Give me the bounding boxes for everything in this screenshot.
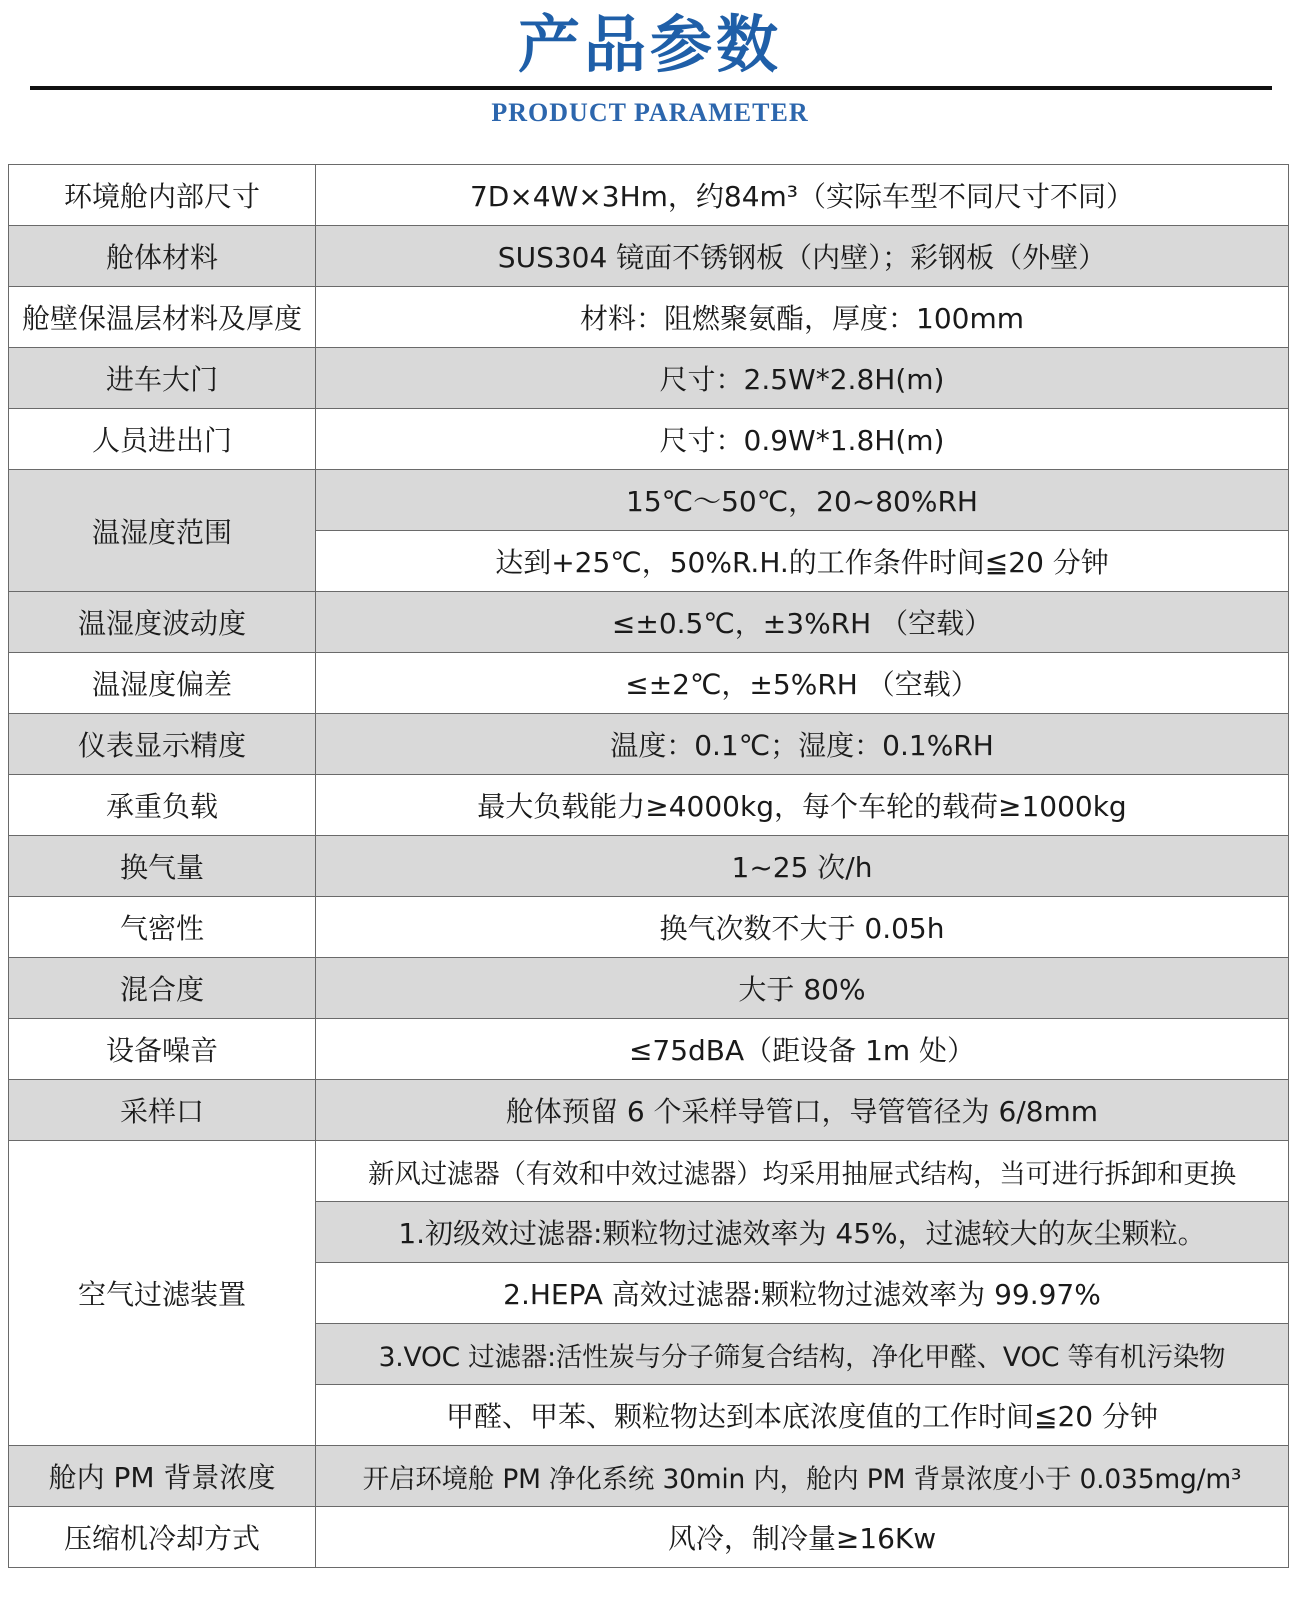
title-divider	[30, 86, 1272, 90]
param-label: 温湿度范围	[9, 470, 316, 592]
page-title: 产品参数	[517, 8, 782, 81]
table-row	[9, 348, 1289, 409]
param-label: 人员进出门	[9, 409, 316, 470]
param-label: 舱壁保温层材料及厚度	[9, 287, 316, 348]
param-value: 尺寸：0.9W*1.8H(m)	[316, 409, 1289, 470]
param-value: 开启环境舱 PM 净化系统 30min 内，舱内 PM 背景浓度小于 0.035mg/m³	[316, 1446, 1289, 1507]
param-value: SUS304 镜面不锈钢板（内壁）；彩钢板（外壁）	[316, 226, 1289, 287]
table-row	[9, 1446, 1289, 1507]
param-value: 温度：0.1℃；湿度：0.1%RH	[316, 714, 1289, 775]
table-row	[9, 409, 1289, 470]
table-row	[9, 1141, 1289, 1202]
page-subtitle: PRODUCT PARAMETER	[491, 98, 809, 127]
param-value: 舱体预留 6 个采样导管口，导管管径为 6/8mm	[316, 1080, 1289, 1141]
param-label: 压缩机冷却方式	[9, 1507, 316, 1568]
table-row	[9, 1080, 1289, 1141]
param-value: 达到+25℃，50%R.H.的工作条件时间≦20 分钟	[316, 531, 1289, 592]
param-label: 承重负载	[9, 775, 316, 836]
table-row	[9, 287, 1289, 348]
param-value: 最大负载能力≥4000kg，每个车轮的载荷≥1000kg	[316, 775, 1289, 836]
param-value: 新风过滤器（有效和中效过滤器）均采用抽屉式结构，当可进行拆卸和更换	[316, 1141, 1289, 1202]
table-row	[9, 714, 1289, 775]
param-label: 采样口	[9, 1080, 316, 1141]
param-label: 气密性	[9, 897, 316, 958]
parameter-table	[8, 164, 1289, 1568]
param-label: 温湿度偏差	[9, 653, 316, 714]
param-label: 空气过滤装置	[9, 1141, 316, 1446]
param-label: 舱体材料	[9, 226, 316, 287]
param-value: 1~25 次/h	[316, 836, 1289, 897]
table-row	[9, 1019, 1289, 1080]
table-row	[9, 897, 1289, 958]
param-value: 尺寸：2.5W*2.8H(m)	[316, 348, 1289, 409]
param-value: 2.HEPA 高效过滤器:颗粒物过滤效率为 99.97%	[316, 1263, 1289, 1324]
table-row	[9, 470, 1289, 531]
param-label: 环境舱内部尺寸	[9, 165, 316, 226]
param-value: 风冷，制冷量≥16Kw	[316, 1507, 1289, 1568]
param-value: 7D×4W×3Hm，约84m³（实际车型不同尺寸不同）	[316, 165, 1289, 226]
param-label: 设备噪音	[9, 1019, 316, 1080]
param-value: ≤±0.5℃，±3%RH （空载）	[316, 592, 1289, 653]
table-row	[9, 592, 1289, 653]
param-value: ≤±2℃，±5%RH （空载）	[316, 653, 1289, 714]
param-value: 3.VOC 过滤器:活性炭与分子筛复合结构，净化甲醛、VOC 等有机污染物	[316, 1324, 1289, 1385]
param-value: 15℃～50℃，20~80%RH	[316, 470, 1289, 531]
param-value: 材料：阻燃聚氨酯，厚度：100mm	[316, 287, 1289, 348]
table-row	[9, 775, 1289, 836]
param-label: 混合度	[9, 958, 316, 1019]
param-label: 换气量	[9, 836, 316, 897]
parameter-table-container	[8, 164, 1286, 1568]
param-label: 进车大门	[9, 348, 316, 409]
table-row	[9, 1507, 1289, 1568]
param-value: 大于 80%	[316, 958, 1289, 1019]
param-label: 舱内 PM 背景浓度	[9, 1446, 316, 1507]
param-label: 仪表显示精度	[9, 714, 316, 775]
table-row	[9, 653, 1289, 714]
param-value: 换气次数不大于 0.05h	[316, 897, 1289, 958]
table-row	[9, 226, 1289, 287]
param-label: 温湿度波动度	[9, 592, 316, 653]
table-row	[9, 165, 1289, 226]
param-value: 1.初级效过滤器:颗粒物过滤效率为 45%，过滤较大的灰尘颗粒。	[316, 1202, 1289, 1263]
table-row	[9, 836, 1289, 897]
table-row	[9, 958, 1289, 1019]
param-value: 甲醛、甲苯、颗粒物达到本底浓度值的工作时间≦20 分钟	[316, 1385, 1289, 1446]
param-value: ≤75dBA（距设备 1m 处）	[316, 1019, 1289, 1080]
